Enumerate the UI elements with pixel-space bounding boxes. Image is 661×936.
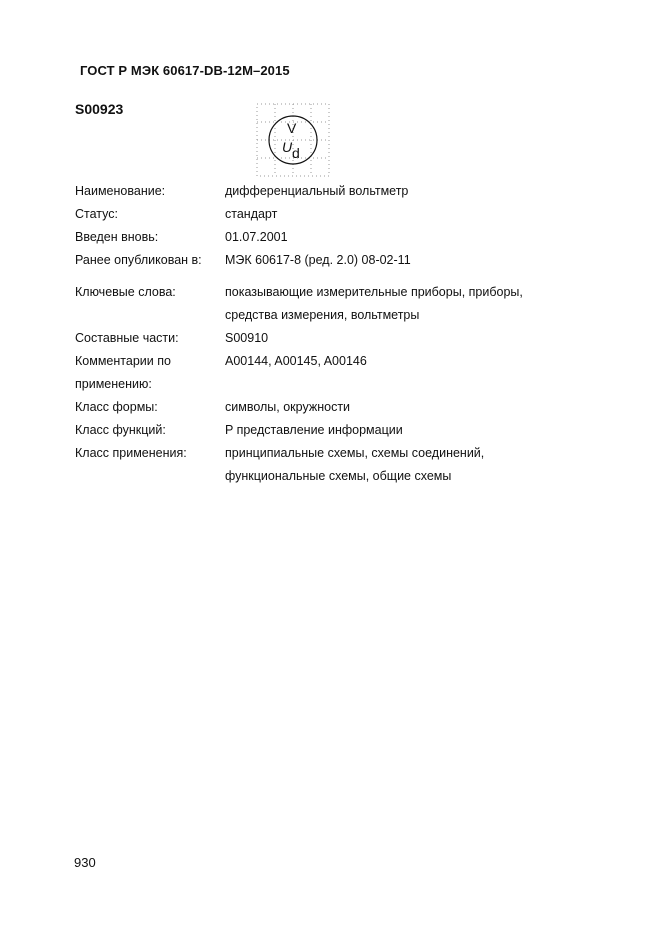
property-value: символы, окружности bbox=[225, 400, 351, 414]
property-label: Ранее опубликован в: bbox=[75, 253, 202, 267]
property-row-keywords bbox=[75, 281, 615, 327]
document-header: ГОСТ Р МЭК 60617-DB-12M–2015 bbox=[80, 63, 290, 78]
symbol-grid bbox=[257, 104, 329, 176]
property-row-introduced bbox=[75, 226, 615, 249]
property-row-name bbox=[75, 180, 615, 203]
property-value: дифференциальный вольтметр bbox=[225, 184, 409, 198]
property-row-form-class bbox=[75, 396, 615, 419]
property-label: Ключевые слова: bbox=[75, 285, 176, 299]
property-value: стандарт bbox=[225, 207, 278, 221]
symbol-figure bbox=[253, 101, 333, 179]
property-label: Класс формы: bbox=[75, 400, 158, 414]
symbol-letter-u: U bbox=[282, 139, 293, 155]
property-label: Наименование: bbox=[75, 184, 166, 198]
symbol-subscript-d: d bbox=[292, 145, 300, 161]
property-value: показывающие измерительные приборы, приборы, средства измерения, вольтметры bbox=[225, 285, 523, 322]
property-row-status bbox=[75, 203, 615, 226]
property-value: S00910 bbox=[225, 331, 269, 345]
property-row-application-class bbox=[75, 442, 615, 488]
property-label: Класс функций: bbox=[75, 423, 166, 437]
property-label: Статус: bbox=[75, 207, 118, 221]
property-row-previously-published bbox=[75, 249, 615, 272]
symbol-letter-v: V bbox=[287, 120, 297, 136]
property-label: Введен вновь: bbox=[75, 230, 159, 244]
property-row-function-class bbox=[75, 419, 615, 442]
property-value: P представление информации bbox=[225, 423, 403, 437]
page-number: 930 bbox=[74, 855, 96, 870]
property-value: МЭК 60617-8 (ред. 2.0) 08-02-11 bbox=[225, 253, 411, 267]
symbol-id: S00923 bbox=[75, 101, 124, 117]
property-label: Комментарии по применению: bbox=[75, 354, 171, 391]
property-row-components bbox=[75, 327, 615, 350]
properties-table bbox=[75, 180, 615, 488]
property-label: Составные части: bbox=[75, 331, 179, 345]
property-label: Класс применения: bbox=[75, 446, 187, 460]
property-value: принципиальные схемы, схемы соединений, функциональные схемы, общие схемы bbox=[225, 446, 485, 483]
property-value: A00144, A00145, A00146 bbox=[225, 354, 367, 368]
property-row-application-notes bbox=[75, 350, 615, 396]
property-value: 01.07.2001 bbox=[225, 230, 288, 244]
